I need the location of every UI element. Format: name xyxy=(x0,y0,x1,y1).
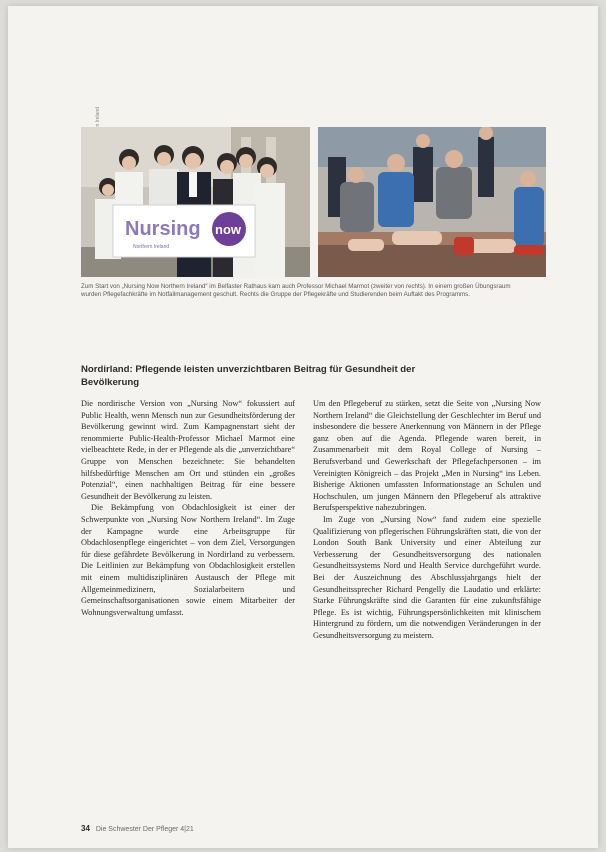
photo-cpr-training xyxy=(318,127,546,277)
svg-text:Northern Ireland: Northern Ireland xyxy=(133,244,170,250)
magazine-page xyxy=(8,6,598,848)
paragraph: Im Zuge von „Nursing Now“ fand zudem eine spezielle Qualifizierung von pflegerischen Führungskräften statt, die von der London South Bank University und einer Abteilung zur Verbesserung der Gesundheitsversorgung des nationalen Gesundheitssystems Nord und Health Service durchgeführt wurde. Bei der Auszeichnung des Abschlussjahrgangs hielt der Gesundheitssprecher Richard Pengelly die Laudatio und erklärte: Starke Führungskräfte sind die Garanten für eine zukunftsfähige Pflege. Es ist wichtig, Führungspersönlichkeiten mit klinischem Hintergrund zu fördern, um die notwendigen Veränderungen in der Gesundheitsversorgung zu meistern. xyxy=(313,514,541,640)
photo-group-image xyxy=(81,127,310,277)
article-column-right xyxy=(313,398,541,641)
article-column-left xyxy=(81,398,295,618)
svg-text:Nursing: Nursing xyxy=(125,218,201,240)
photo-training-image xyxy=(318,127,546,277)
paragraph: Die Bekämpfung von Obdachlosigkeit ist einer der Schwerpunkte von „Nursing Now Northern Ireland“. Im Zuge der Kampagne wurde eine Arbeitsgruppe für Obdachlosenpflege eingerichtet – von dem Ziel, Versorgungen für diese gefährdete Bevölkerung in Nordirland zu verbessern. Die Leitlinien zur Bekämpfung von Obdachlosigkeit erstellen mit einem multidisziplinären Austausch der Pflege mit Allgemeinmedizinern, Sozialarbeitern und Gemeinschaftsorganisationen sowie einem Mitarbeiter der Wohnungsverwaltung umfasst. xyxy=(81,503,295,617)
svg-text:now: now xyxy=(215,222,241,237)
page-number: 34 xyxy=(81,824,90,833)
photo-caption: Zum Start von „Nursing Now Northern Ireland“ im Belfaster Rathaus kam auch Professor Michael Marmot (zweiter von rechts). In einem großen Übungsraum wurden Pflegefachkräfte im Notfallmanagement geschult. Rechts die Gruppe der Pflegekräfte und Studierenden beim Auftakt des Programms. xyxy=(81,283,511,299)
paragraph: Um den Pflegeberuf zu stärken, setzt die Seite von „Nursing Now Northern Ireland“ die Gleichstellung der Geschlechter im Beruf und insbesondere die bessere Anerkennung von Männern in der Pflege ganz oben auf die Agenda. Pflegende waren bereit, in Zusammenarbeit mit dem Royal College of Nursing – Berufsverband und Gewerkschaft der Pflegefachpersonen – im Vereinigten Königreich – das Projekt „Men in Nursing“ ins Leben. Bisherige Aktionen umfassten Informationstage an Schulen und Hochschulen, um jungen Männern den Pflegeberuf als attraktive Berufsperspektive nahezubringen. xyxy=(313,399,541,513)
photo-group-with-sign xyxy=(81,127,310,277)
publication-name: Die Schwester Der Pfleger 4|21 xyxy=(95,826,194,833)
article-headline: Nordirland: Pflegende leisten unverzichtbaren Beitrag für Gesundheit der Bevölkerung xyxy=(81,364,416,388)
paragraph: Die nordirische Version von „Nursing Now“ fokussiert auf Public Health, wenn Mensch nun zur Gesundheitsförderung der Bevölkerung gewinnt wird. Zum Kampagnenstart sieht der renommierte Public-Health-Professor Michael Marmot eine vielbeachtete Rede, in der er Pflegende als die „unverzichtbare“ Gruppe von Menschen bezeichnete: Sie behandelten hilfsbedürftige Menschen am Ort und stünden ein „großes Potenzial“, einen nachhaltigen Beitrag für eine bessere Gesundheit der Bevölkerung zu leisten. xyxy=(81,399,295,501)
page-footer xyxy=(81,824,194,833)
